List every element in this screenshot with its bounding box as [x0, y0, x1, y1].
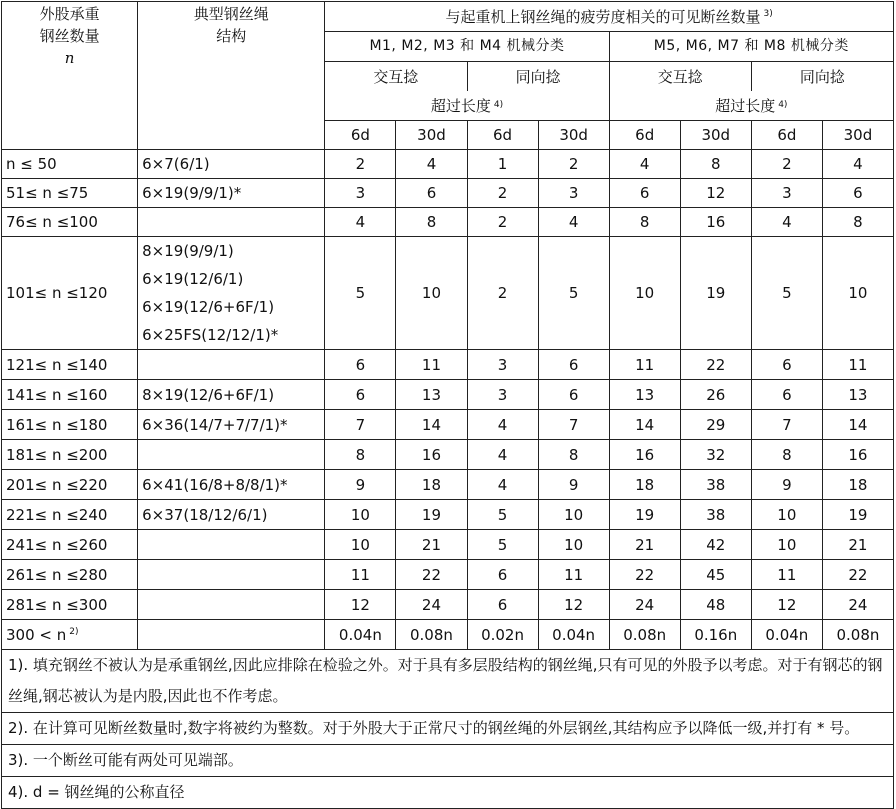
broken-wire-count: 3 — [538, 179, 609, 208]
footnote-4: 4). d = 钢丝绳的公称直径 — [2, 777, 894, 809]
broken-wire-count: 11 — [751, 560, 822, 590]
broken-wire-count: 24 — [822, 590, 893, 620]
broken-wire-count: 9 — [538, 470, 609, 500]
broken-wire-count: 0.16n — [680, 620, 751, 650]
broken-wire-count: 21 — [609, 530, 680, 560]
row-structure — [138, 179, 325, 208]
broken-wire-count: 3 — [467, 350, 538, 380]
broken-wire-count: 12 — [751, 590, 822, 620]
broken-wire-count: 2 — [325, 150, 396, 179]
broken-wire-count: 10 — [325, 500, 396, 530]
row-range: 181≤ n ≤200 — [2, 440, 138, 470]
broken-wire-count: 12 — [325, 590, 396, 620]
broken-wire-count: 11 — [822, 350, 893, 380]
broken-wire-count: 2 — [467, 179, 538, 208]
broken-wire-count: 4 — [751, 208, 822, 237]
broken-wire-count: 0.08n — [609, 620, 680, 650]
header-over-length-1: 超过长度 4) — [430, 96, 504, 115]
table-row — [2, 208, 894, 237]
row-structure — [138, 410, 325, 440]
broken-wire-count: 12 — [680, 179, 751, 208]
header-cross-lay-1: 交互捻 — [325, 62, 467, 91]
table-row — [2, 560, 894, 590]
broken-wire-count: 6 — [467, 590, 538, 620]
broken-wire-count: 8 — [680, 150, 751, 179]
broken-wire-count: 6 — [751, 380, 822, 410]
broken-wire-count: 4 — [609, 150, 680, 179]
broken-wire-count: 18 — [396, 470, 467, 500]
table-row — [2, 500, 894, 530]
header-lang-lay-2: 同向捻 — [799, 67, 845, 86]
broken-wire-count: 9 — [751, 470, 822, 500]
broken-wire-count: 14 — [822, 410, 893, 440]
broken-wire-count: 24 — [609, 590, 680, 620]
row-structure — [138, 350, 325, 380]
broken-wire-count: 18 — [822, 470, 893, 500]
broken-wire-count: 13 — [396, 380, 467, 410]
broken-wire-count: 5 — [325, 237, 396, 350]
broken-wire-count: 21 — [822, 530, 893, 560]
footnote-3: 3). 一个断丝可能有两处可见端部。 — [2, 745, 894, 777]
broken-wire-count: 3 — [751, 179, 822, 208]
structure-line: 6×19(12/6+6F/1) — [142, 298, 275, 316]
broken-wire-count: 22 — [822, 560, 893, 590]
broken-wire-count: 42 — [680, 530, 751, 560]
table-row — [2, 590, 894, 620]
broken-wire-count: 10 — [751, 500, 822, 530]
broken-wire-count: 7 — [751, 410, 822, 440]
structure-line: 6×36(14/7+7/7/1)* — [142, 415, 288, 434]
broken-wire-count: 22 — [680, 350, 751, 380]
broken-wire-count: 5 — [751, 237, 822, 350]
row-structure — [138, 620, 325, 650]
header-length-30d: 30d — [396, 121, 467, 150]
broken-wire-count: 6 — [325, 380, 396, 410]
header-typical-structure: 典型钢丝绳 结构 — [138, 2, 325, 150]
broken-wire-count: 0.02n — [467, 620, 538, 650]
broken-wire-count: 0.04n — [325, 620, 396, 650]
broken-wire-count: 3 — [467, 380, 538, 410]
broken-wire-count: 16 — [609, 440, 680, 470]
broken-wire-count: 48 — [680, 590, 751, 620]
table-row — [2, 350, 894, 380]
note-row — [2, 777, 894, 809]
broken-wire-count: 14 — [396, 410, 467, 440]
broken-wire-count: 11 — [325, 560, 396, 590]
broken-wire-count: 38 — [680, 500, 751, 530]
broken-wire-count: 22 — [396, 560, 467, 590]
broken-wire-count: 21 — [396, 530, 467, 560]
broken-wire-count: 8 — [751, 440, 822, 470]
row-range: 221≤ n ≤240 — [2, 500, 138, 530]
broken-wire-count: 8 — [325, 440, 396, 470]
header-lang-lay-1: 同向捻 — [515, 67, 561, 86]
row-range: 51≤ n ≤75 — [2, 179, 138, 208]
structure-line: 6×19(9/9/1)* — [142, 184, 242, 202]
broken-wire-count: 10 — [609, 237, 680, 350]
header-visible-broken-wires: 与起重机上钢丝绳的疲劳度相关的可见断丝数量 $^{3)}$ — [325, 2, 894, 32]
header-group-m1-m4: M1, M2, M3 和 M4 机械分类 — [325, 32, 609, 62]
broken-wire-count: 24 — [396, 590, 467, 620]
broken-wire-count: 16 — [822, 440, 893, 470]
broken-wire-count: 6 — [467, 560, 538, 590]
row-structure — [138, 500, 325, 530]
row-structure — [138, 590, 325, 620]
broken-wire-count: 6 — [396, 179, 467, 208]
broken-wire-count: 12 — [538, 590, 609, 620]
row-range: 101≤ n ≤120 — [2, 237, 138, 350]
broken-wire-count: 10 — [325, 530, 396, 560]
row-range: 76≤ n ≤100 — [2, 208, 138, 237]
broken-wire-count: 4 — [467, 410, 538, 440]
broken-wire-count: 8 — [538, 440, 609, 470]
broken-wire-count: 6 — [751, 350, 822, 380]
header-length-6d: 6d — [609, 121, 680, 150]
broken-wire-count: 0.04n — [538, 620, 609, 650]
structure-line: 8×19(9/9/1) — [142, 242, 234, 260]
table-row — [2, 440, 894, 470]
broken-wire-count: 18 — [609, 470, 680, 500]
broken-wire-count: 2 — [467, 237, 538, 350]
row-range: n ≤ 50 — [2, 150, 138, 179]
row-range: 241≤ n ≤260 — [2, 530, 138, 560]
header-length-30d: 30d — [822, 121, 893, 150]
broken-wire-count: 2 — [467, 208, 538, 237]
broken-wire-count: 3 — [325, 179, 396, 208]
broken-wire-count: 5 — [467, 530, 538, 560]
broken-wire-table — [1, 1, 894, 809]
broken-wire-count: 6 — [538, 380, 609, 410]
header-strand-wire-count: 外股承重 钢丝数量 n — [2, 2, 138, 150]
header-group-m5-m8: M5, M6, M7 和 M8 机械分类 — [609, 32, 893, 62]
broken-wire-count: 13 — [609, 380, 680, 410]
row-range: 161≤ n ≤180 — [2, 410, 138, 440]
footnote-1: 1). 填充钢丝不被认为是承重钢丝,因此应排除在检验之外。对于具有多层股结构的钢丝绳,只有可见的外股予以考虑。对于有钢芯的钢丝绳,钢芯被认为是内股,因此也不作考虑。 — [2, 650, 894, 713]
structure-line: 8×19(12/6+6F/1) — [142, 385, 275, 404]
broken-wire-count: 22 — [609, 560, 680, 590]
broken-wire-count: 11 — [396, 350, 467, 380]
broken-wire-count: 10 — [822, 237, 893, 350]
broken-wire-count: 11 — [538, 560, 609, 590]
structure-line: 6×41(16/8+8/8/1)* — [142, 475, 288, 494]
broken-wire-count: 26 — [680, 380, 751, 410]
row-structure — [138, 150, 325, 179]
broken-wire-count: 6 — [325, 350, 396, 380]
broken-wire-count: 7 — [538, 410, 609, 440]
broken-wire-count: 10 — [538, 500, 609, 530]
broken-wire-count: 5 — [467, 500, 538, 530]
broken-wire-count: 19 — [396, 500, 467, 530]
row-structure — [138, 208, 325, 237]
table-row — [2, 150, 894, 179]
broken-wire-count: 29 — [680, 410, 751, 440]
broken-wire-count: 0.04n — [751, 620, 822, 650]
broken-wire-count: 38 — [680, 470, 751, 500]
table-row — [2, 530, 894, 560]
broken-wire-count: 6 — [538, 350, 609, 380]
broken-wire-count: 5 — [538, 237, 609, 350]
broken-wire-count: 4 — [467, 440, 538, 470]
broken-wire-count: 45 — [680, 560, 751, 590]
broken-wire-count: 4 — [822, 150, 893, 179]
broken-wire-count: 19 — [609, 500, 680, 530]
structure-line: 6×25FS(12/12/1)* — [142, 326, 279, 344]
row-structure — [138, 380, 325, 410]
broken-wire-count: 13 — [822, 380, 893, 410]
broken-wire-count: 8 — [396, 208, 467, 237]
broken-wire-count: 16 — [396, 440, 467, 470]
broken-wire-count: 6 — [609, 179, 680, 208]
structure-line: 6×7(6/1) — [142, 155, 210, 173]
row-structure — [138, 237, 325, 350]
structure-line: 6×37(18/12/6/1) — [142, 505, 268, 524]
row-structure — [138, 530, 325, 560]
row-structure — [138, 440, 325, 470]
table-row — [2, 179, 894, 208]
header-cross-lay-2: 交互捻 — [610, 62, 752, 91]
broken-wire-count: 9 — [325, 470, 396, 500]
row-structure — [138, 470, 325, 500]
row-range: 300 < n $^{2)}$ — [2, 620, 138, 650]
header-length-30d: 30d — [538, 121, 609, 150]
header-length-6d: 6d — [751, 121, 822, 150]
header-length-6d: 6d — [467, 121, 538, 150]
note-row — [2, 713, 894, 745]
table-row — [2, 410, 894, 440]
broken-wire-count: 32 — [680, 440, 751, 470]
table-row — [2, 237, 894, 350]
broken-wire-count: 2 — [538, 150, 609, 179]
broken-wire-count: 8 — [822, 208, 893, 237]
broken-wire-count: 16 — [680, 208, 751, 237]
row-range: 261≤ n ≤280 — [2, 560, 138, 590]
broken-wire-count: 10 — [396, 237, 467, 350]
broken-wire-count: 19 — [822, 500, 893, 530]
broken-wire-count: 2 — [751, 150, 822, 179]
header-over-length-2: 超过长度 4) — [715, 96, 788, 115]
broken-wire-count: 11 — [609, 350, 680, 380]
broken-wire-count: 10 — [538, 530, 609, 560]
broken-wire-count: 10 — [751, 530, 822, 560]
row-range: 201≤ n ≤220 — [2, 470, 138, 500]
broken-wire-count: 4 — [325, 208, 396, 237]
table-row — [2, 470, 894, 500]
broken-wire-count: 0.08n — [822, 620, 893, 650]
row-range: 141≤ n ≤160 — [2, 380, 138, 410]
broken-wire-count: 0.08n — [396, 620, 467, 650]
broken-wire-count: 7 — [325, 410, 396, 440]
note-row — [2, 650, 894, 713]
header-length-6d: 6d — [325, 121, 396, 150]
note-row — [2, 745, 894, 777]
broken-wire-count: 4 — [538, 208, 609, 237]
broken-wire-count: 4 — [396, 150, 467, 179]
broken-wire-count: 8 — [609, 208, 680, 237]
structure-line: 6×19(12/6/1) — [142, 270, 244, 288]
broken-wire-count: 4 — [467, 470, 538, 500]
table-row — [2, 620, 894, 650]
broken-wire-count: 19 — [680, 237, 751, 350]
broken-wire-count: 6 — [822, 179, 893, 208]
row-range: 121≤ n ≤140 — [2, 350, 138, 380]
row-structure — [138, 560, 325, 590]
header-length-30d: 30d — [680, 121, 751, 150]
header-lay-group1 — [325, 62, 609, 121]
row-range: 281≤ n ≤300 — [2, 590, 138, 620]
footnote-2: 2). 在计算可见断丝数量时,数字将被约为整数。对于外股大于正常尺寸的钢丝绳的外层钢丝,其结构应予以降低一级,并打有 * 号。 — [2, 713, 894, 745]
broken-wire-count: 14 — [609, 410, 680, 440]
table-row — [2, 380, 894, 410]
header-lay-group2 — [609, 62, 893, 121]
broken-wire-count: 1 — [467, 150, 538, 179]
